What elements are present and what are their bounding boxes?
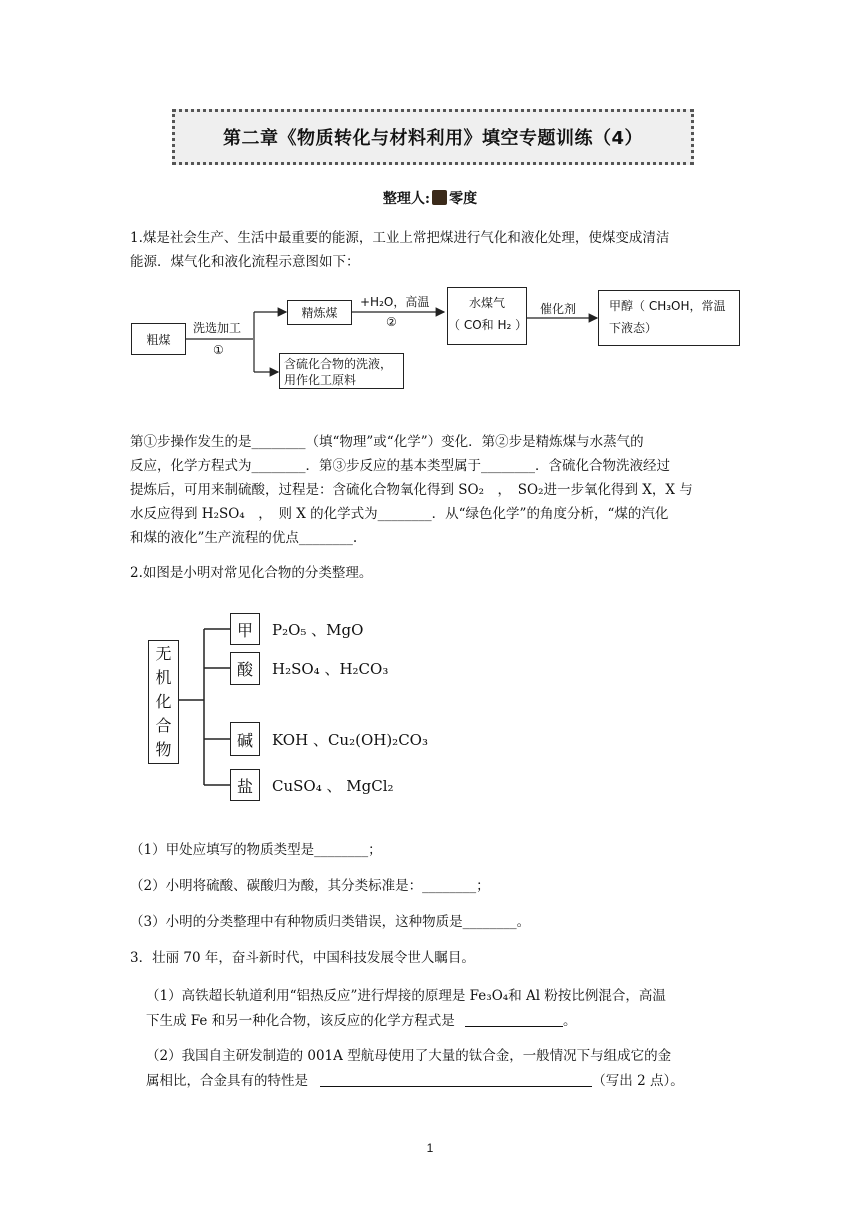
page-number: 1 [426, 1141, 434, 1155]
step1-label: 洗选加工 [193, 321, 242, 335]
sulfur-wash-line1: 含硫化合物的洗液， [284, 357, 393, 371]
branch-items: CuSO₄ 、 MgCl₂ [272, 777, 394, 795]
branch-items: KOH 、Cu₂(OH)₂CO₃ [272, 731, 428, 749]
page-title: 第二章《物质转化与材料利用》填空专题训练（4） [222, 128, 644, 149]
root-char: 合 [155, 716, 172, 735]
step2-number: ② [386, 315, 397, 329]
q2-intro: 2.如图是小明对常见化合物的分类整理。 [130, 565, 373, 581]
branch-items: H₂SO₄ 、H₂CO₃ [272, 660, 389, 678]
q1-intro-line2: 能源．煤气化和液化流程示意图如下： [130, 254, 360, 270]
methanol-line2: 下液态） [609, 321, 658, 335]
author-name: 零度 [449, 191, 478, 207]
q3-sub2-end: （写出 2 点）。 [592, 1073, 684, 1089]
root-char: 机 [155, 668, 172, 687]
branch-label: 酸 [236, 660, 253, 679]
q1-body-line: 水反应得到 H₂SO₄ ， 则 X 的化学式为________．从“绿色化学”的角度分析，“煤的汽化 [130, 506, 669, 522]
q2-sub1: （1）甲处应填写的物质类型是________； [130, 842, 382, 858]
q2-sub2: （2）小明将硫酸、碳酸归为酸，其分类标准是：________； [130, 878, 490, 894]
sulfur-wash-line2: 用作化工原料 [284, 373, 357, 387]
q3-sub1-line1: （1）高铁超长轨道利用“铝热反应”进行焊接的原理是 Fe₃O₄和 Al 粉按比例混合，高温 [146, 988, 666, 1004]
coal-label: 粗煤 [146, 332, 171, 347]
q3-sub2-line1: （2）我国自主研发制造的 001A 型航母使用了大量的钛合金，一般情况下与组成它的金 [146, 1048, 672, 1064]
q2-sub3: （3）小明的分类整理中有种物质归类错误，这种物质是________。 [130, 914, 531, 930]
q3-intro: 3．壮丽 70 年，奋斗新时代，中国科技发展令世人瞩目。 [130, 950, 475, 966]
answer-blank[interactable] [465, 1012, 563, 1027]
water-gas-line2: （ CO和 H₂ ） [448, 318, 528, 332]
q1-body-line: 和煤的液化”生产流程的优点________. [130, 530, 358, 546]
q1-body-line: 提炼后，可用来制硫酸，过程是：含硫化合物氧化得到 SO₂ ， SO₂进一步氧化得到 X，X 与 [130, 482, 693, 498]
branch-label: 盐 [236, 776, 253, 796]
branch-box-acid [230, 652, 260, 685]
root-box [148, 640, 179, 764]
step1-number: ① [213, 343, 224, 357]
step2-label: +H₂O，高温 [360, 295, 430, 309]
answer-blank[interactable] [320, 1072, 592, 1087]
root-char: 无 [155, 644, 172, 663]
branch-box-salt [230, 769, 260, 801]
branch-box-base [230, 722, 260, 756]
water-gas-line1: 水煤气 [468, 296, 505, 310]
q3-sub1-line2: 下生成 Fe 和另一种化合物，该反应的化学方程式是 [146, 1013, 455, 1029]
branch-box-oxide [230, 613, 260, 645]
branch-items: P₂O₅ 、MgO [272, 621, 364, 639]
q3-sub2-line2: 属相比，合金具有的特性是 [146, 1073, 308, 1089]
q3-sub1-end: 。 [563, 1013, 577, 1029]
branch-label: 碱 [236, 730, 253, 750]
q1-intro-line1: 1.煤是社会生产、生活中最重要的能源，工业上常把煤进行气化和液化处理，使煤变成清洁 [130, 230, 670, 246]
catalyst-label: 催化剂 [540, 302, 577, 316]
q3-sub1 [146, 984, 746, 1034]
root-char: 化 [155, 692, 172, 711]
root-char: 物 [155, 740, 172, 759]
author-prefix: 整理人: [382, 191, 431, 207]
q3-sub2 [146, 1044, 746, 1094]
refined-coal-label: 精炼煤 [301, 306, 338, 320]
methanol-line1: 甲醇（ CH₃OH，常温 [609, 299, 726, 313]
q1-body-line: 反应，化学方程式为________．第③步反应的基本类型属于________．含硫化合物洗液经过 [130, 458, 670, 474]
branch-label: 甲 [236, 620, 253, 640]
q1-body-line: 第①步操作发生的是________（填“物理”或“化学”）变化．第②步是精炼煤与水蒸气的 [130, 434, 644, 450]
